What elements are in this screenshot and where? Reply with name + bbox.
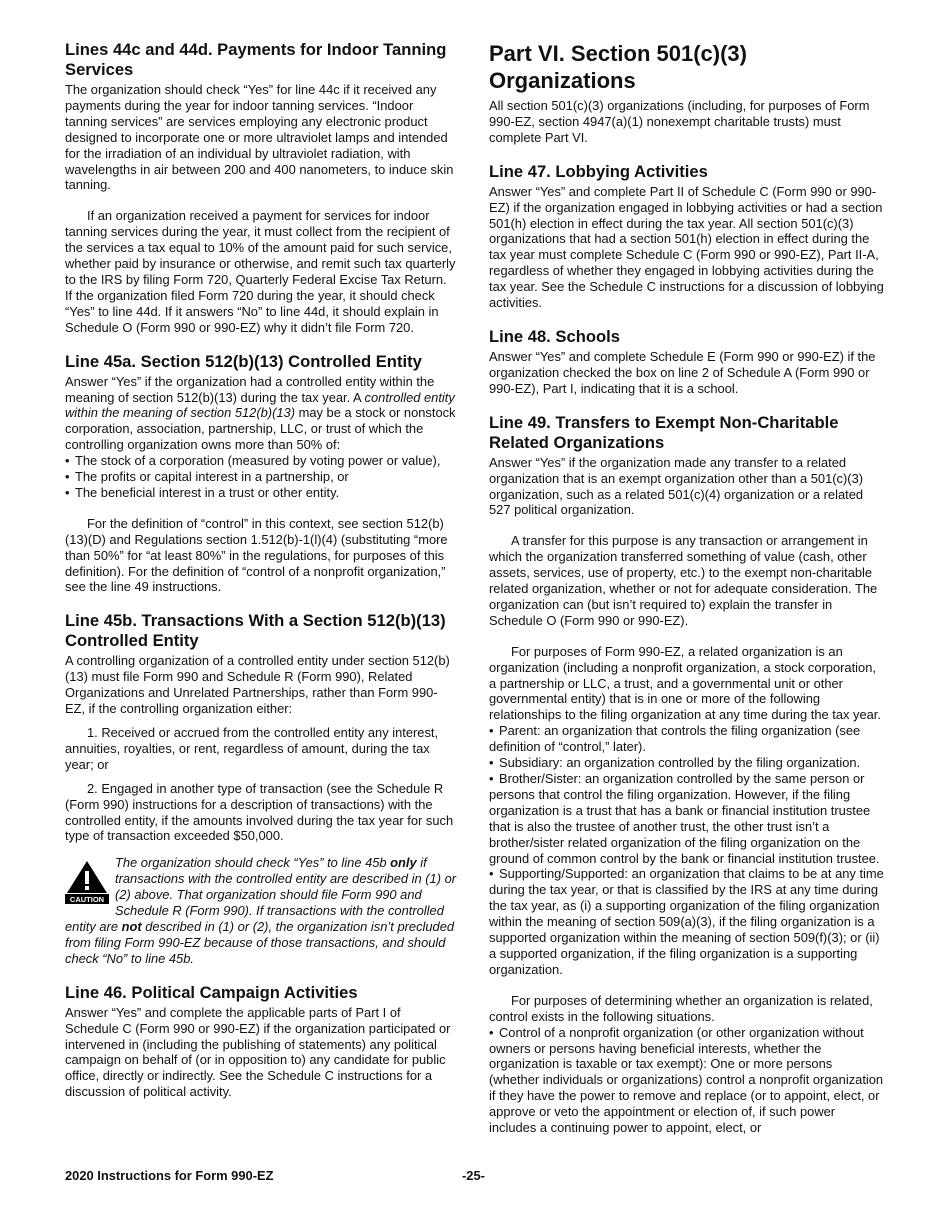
list-item: • The stock of a corporation (measured by voting power or value), — [65, 453, 457, 469]
paragraph: Answer “Yes” if the organization had a controlled entity within the meaning of section 512(b)(13) during the tax year. A controlled entity within the meaning of section 512(b)(13) may be a stock or nonstock corporation, association, partnership, LLC, or trust of which the controlling organization owns more than 50% of: — [65, 373, 456, 453]
paragraph: Answer “Yes” and complete the applicable parts of Part I of Schedule C (Form 990 or 990-EZ) if the organization participated or intervened in (including the publishing of statements) any political campaign on behalf of (or in opposition to) any candidate for public office, directly or indirectly. See the Schedule C instructions for a discussion of political activity. — [65, 1004, 451, 1100]
paragraph: Answer “Yes” if the organization made any transfer to a related organization that is an exempt organization other than a 501(c)(3) organization, such as a related 501(c)(4) organization or a related 527 political organization. — [489, 454, 864, 518]
heading-line-47: Line 47. Lobbying Activities — [489, 161, 708, 181]
paragraph: The organization should check “Yes” for line 44c if it received any payments during the year for indoor tanning services. “Indoor tanning services” are services employing any electronic product designed to incorporate one or more ultraviolet lamps and intended for the irradiation of an individual by ultraviolet radiation, with wavelengths in air between 200 and 400 nanometers, to induce skin tanning. — [65, 82, 454, 193]
page-footer — [65, 1168, 885, 1183]
heading-lines-44c-44d: Lines 44c and 44d. Payments for Indoor Tanning Services — [65, 40, 447, 79]
list-item: • Brother/Sister: an organization controlled by the same person or persons that control the filing organization. However, if the filing organization is a trust that has a bank or financial institution trustee that is also the trustee of another trust, the other trust isn’t a brother/sister related organization of the filing organization on the ground of common control by the bank or financial institution trustee. — [489, 771, 885, 866]
caution-label: CAUTION — [69, 895, 105, 905]
caution-text: The organization should check “Yes” to line 45b only if transactions with the controlled entity are described in (1) or (2) above. That organization should file Form 990 and Schedule R (Form 990). If transactions with the controlled entity are not described in (1) or (2), the organization isn’t precluded from filing Form 990-EZ because of those transactions, and should check “No” to line 45b. — [65, 855, 457, 966]
heading-line-46: Line 46. Political Campaign Activities — [65, 982, 358, 1002]
page-number: -25- — [462, 1168, 485, 1183]
paragraph: For purposes of determining whether an organization is related, control exists in the following situations. — [489, 992, 873, 1024]
bullet-list — [65, 453, 457, 501]
heading-line-45b: Line 45b. Transactions With a Section 512(b)(13) Controlled Entity — [65, 611, 446, 651]
part-vi-title: Part VI. Section 501(c)(3) Organizations — [489, 41, 747, 93]
right-column — [489, 40, 885, 1136]
list-item: • The beneficial interest in a trust or other entity. — [65, 485, 457, 501]
paragraph: Answer “Yes” and complete Schedule E (Form 990 or 990-EZ) if the organization checked the box on line 2 of Schedule A (Form 990 or 990-EZ), Part I, indicating that it is a school. — [489, 348, 876, 396]
list-item: • Parent: an organization that controls the filing organization (see definition of “control,” later). — [489, 723, 885, 755]
paragraph: If an organization received a payment for services for indoor tanning services during the year, it must collect from the recipient of the services a tax equal to 10% of the amount paid for such service, whether paid by insurance or otherwise, and remit such tax quarterly to the IRS by filing Form 720, Quarterly Federal Excise Tax Return. If the organization filed Form 720 during the year, it should check “Yes” to line 44d. If it answers “No” to line 44d, it should explain in Schedule O (Form 990 or 990-EZ) why it didn’t file Form 720. — [65, 208, 456, 335]
caution-icon — [65, 859, 109, 905]
heading-line-45a: Line 45a. Section 512(b)(13) Controlled Entity — [65, 351, 422, 371]
list-item: • Supporting/Supported: an organization that claims to be at any time during the tax year, or that is classified by the IRS at any time during the tax year, as (i) a supporting organization of the filing organization within the meaning of section 509(a)(3), if the filing organization is a supported organization within the meaning of section 509(f)(3); or (ii) a supported organization, if the filing organization is a supporting organization. — [489, 866, 885, 977]
list-item: • Control of a nonprofit organization (or other organization without owners or persons having beneficial interests, whether the organization is taxable or tax exempt): One or more persons (whether individuals or organizations) control a nonprofit organization if they have the power to remove and replace (or to appoint, elect, or approve or veto the appointment or election of, if such power includes a continuing power to appoint, elect, or — [489, 1025, 885, 1136]
bullet-list — [489, 723, 885, 978]
numbered-item: 2. Engaged in another type of transaction (see the Schedule R (Form 990) instructions for a description of transactions) with the controlled entity, if the amounts involved during the tax year for such type of transaction exceeded $50,000. — [65, 780, 454, 844]
caution-note — [65, 855, 457, 966]
numbered-item: 1. Received or accrued from the controlled entity any interest, annuities, royalties, or rent, regardless of amount, during the tax year; or — [65, 725, 439, 772]
paragraph: For purposes of Form 990-EZ, a related organization is an organization (including a nonprofit organization, a stock corporation, a partnership or LLC, a trust, and a governmental unit or other governmental entity) that is in one or more of the following relationships to the filing organization at any time during the tax year. — [489, 643, 881, 723]
paragraph: All section 501(c)(3) organizations (including, for purposes of Form 990-EZ, section 4947(a)(1) nonexempt charitable trusts) must complete Part VI. — [489, 98, 870, 145]
heading-line-49: Line 49. Transfers to Exempt Non-Charitable Related Organizations — [489, 412, 839, 452]
list-item: • Subsidiary: an organization controlled by the filing organization. — [489, 755, 885, 771]
paragraph: For the definition of “control” in this context, see section 512(b)(13)(D) and Regulations section 1.512(b)-1(l)(4) (substituting “more than 50%” for “at least 80%” in the regulations, for purposes of this definition). For the definition of “control of a nonprofit organization,” see the line 49 instructions. — [65, 515, 448, 595]
left-column — [65, 40, 457, 1100]
list-item: • The profits or capital interest in a partnership, or — [65, 469, 457, 485]
heading-line-48: Line 48. Schools — [489, 326, 620, 346]
paragraph: A controlling organization of a controlled entity under section 512(b)(13) must file Form 990 and Schedule R (Form 990), Related Organizations and Unrelated Partnerships, rather than Form 990-EZ, if the controlling organization either: — [65, 653, 450, 717]
bullet-list — [489, 1025, 885, 1136]
paragraph: Answer “Yes” and complete Part II of Schedule C (Form 990 or 990-EZ) if the organization engaged in lobbying activities or had a section 501(h) election in effect during the tax year. All section 501(c)(3) organizations that had a section 501(h) election in effect during the tax year must complete Schedule C (Form 990 or 990-EZ), Part II-A, regardless of whether they engaged in lobbying activities during the tax year. See the Schedule C instructions for a discussion of lobbying activities. — [489, 183, 884, 311]
footer-title: 2020 Instructions for Form 990-EZ — [65, 1168, 274, 1183]
paragraph: A transfer for this purpose is any transaction or arrangement in which the organization transferred something of value (cash, other assets, services, use of property, etc.) to the exempt non-charitable related organization, whether or not for adequate consideration. The organization can (but isn’t required to) explain the transfer in Schedule O (Form 990 or 990-EZ). — [489, 533, 878, 628]
